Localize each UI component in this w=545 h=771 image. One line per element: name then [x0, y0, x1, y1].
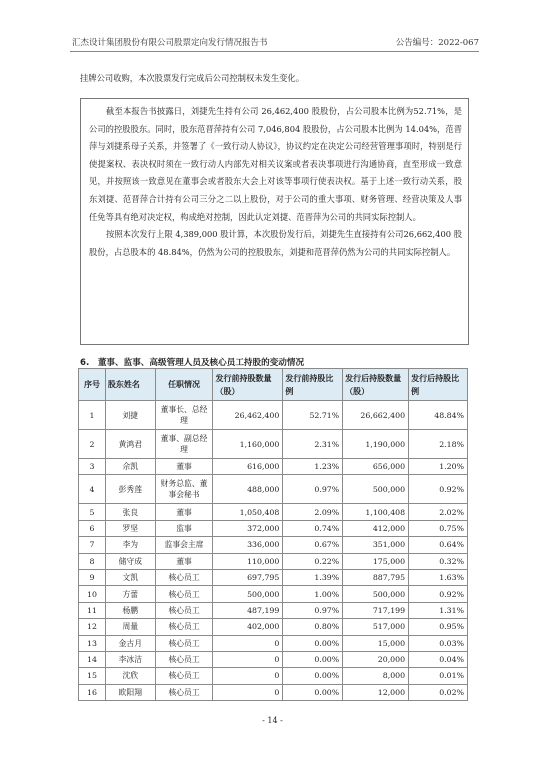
page-header — [60, 36, 485, 50]
table-cell: 517,000 — [343, 619, 409, 635]
column-header: 发行前持股数量（股） — [213, 369, 283, 401]
table-cell: 0 — [213, 635, 283, 651]
table-cell: 0.01% — [409, 668, 468, 684]
table-cell: 0.92% — [409, 586, 468, 602]
table-cell: 财务总监、董事会秘书 — [155, 475, 213, 504]
table-cell: 核心员工 — [155, 684, 213, 700]
table-cell: 罗坚 — [105, 520, 155, 536]
table-cell: 175,000 — [343, 553, 409, 569]
table-cell: 杨鹏 — [105, 602, 155, 618]
table-cell: 佘凯 — [105, 459, 155, 475]
column-header: 发行后持股数量（股） — [343, 369, 409, 401]
section-title: 6. 董事、监事、高级管理人员及核心员工持股的变动情况 — [80, 358, 305, 368]
table-cell: 李为 — [105, 537, 155, 553]
table-row — [79, 504, 468, 520]
table-cell: 487,199 — [213, 602, 283, 618]
table-cell: 0.22% — [283, 553, 343, 569]
table-cell: 110,000 — [213, 553, 283, 569]
table-cell: 616,000 — [213, 459, 283, 475]
table-cell: 1,160,000 — [213, 430, 283, 459]
table-header-row — [79, 369, 468, 401]
header-divider — [70, 51, 479, 52]
table-cell: 412,000 — [343, 520, 409, 536]
table-cell: 储守成 — [105, 553, 155, 569]
table-row — [79, 668, 468, 684]
table-cell: 沈欣 — [105, 668, 155, 684]
table-cell: 15,000 — [343, 635, 409, 651]
table-row — [79, 569, 468, 585]
table-cell: 李冰洁 — [105, 651, 155, 667]
table-cell: 1.39% — [283, 569, 343, 585]
table-cell: 文凯 — [105, 569, 155, 585]
table-cell: 2.02% — [409, 504, 468, 520]
table-cell: 0 — [213, 668, 283, 684]
table-cell: 351,000 — [343, 537, 409, 553]
table-cell: 8,000 — [343, 668, 409, 684]
table-cell: 488,000 — [213, 475, 283, 504]
table-cell: 1,190,000 — [343, 430, 409, 459]
table-cell: 717,199 — [343, 602, 409, 618]
table-cell: 核心员工 — [155, 586, 213, 602]
table-cell: 887,795 — [343, 569, 409, 585]
table-cell: 656,000 — [343, 459, 409, 475]
table-cell: 0.02% — [409, 684, 468, 700]
table-cell: 欧阳翔 — [105, 684, 155, 700]
table-row — [79, 619, 468, 635]
column-header: 发行后持股比例 — [409, 369, 468, 401]
table-cell: 刘捷 — [105, 401, 155, 430]
table-row — [79, 430, 468, 459]
header-title: 汇杰设计集团股份有限公司股票定向发行情况报告书 — [72, 38, 268, 48]
table-cell: 张良 — [105, 504, 155, 520]
table-cell: 核心员工 — [155, 619, 213, 635]
table-cell: 1.63% — [409, 569, 468, 585]
table-cell: 500,000 — [343, 475, 409, 504]
table-cell: 11 — [79, 602, 106, 618]
table-cell: 0.04% — [409, 651, 468, 667]
page-number: - 14 - — [262, 716, 283, 725]
table-cell: 10 — [79, 586, 106, 602]
table-cell: 0.00% — [283, 684, 343, 700]
header-announcement-number: 公告编号：2022-067 — [395, 38, 479, 48]
table-cell: 0.00% — [283, 635, 343, 651]
table-cell: 董事 — [155, 553, 213, 569]
control-statement-box — [80, 98, 469, 345]
table-cell: 6 — [79, 520, 106, 536]
table-cell: 黄鸿君 — [105, 430, 155, 459]
intro-line: 挂牌公司收购，本次股票发行完成后公司控制权未发生变化。 — [80, 73, 305, 83]
table-cell: 4 — [79, 475, 106, 504]
table-cell: 3 — [79, 459, 106, 475]
table-cell: 0.95% — [409, 619, 468, 635]
shareholding-table — [78, 368, 468, 701]
table-cell: 核心员工 — [155, 602, 213, 618]
table-cell: 26,462,400 — [213, 401, 283, 430]
table-cell: 7 — [79, 537, 106, 553]
table-cell: 2.31% — [283, 430, 343, 459]
table-row — [79, 635, 468, 651]
table-cell: 核心员工 — [155, 635, 213, 651]
table-cell: 0.00% — [283, 651, 343, 667]
table-cell: 2.18% — [409, 430, 468, 459]
table-cell: 0.97% — [283, 475, 343, 504]
table-cell: 0.74% — [283, 520, 343, 536]
table-cell: 1 — [79, 401, 106, 430]
table-row — [79, 401, 468, 430]
table-cell: 董事 — [155, 504, 213, 520]
table-cell: 董事长、总经理 — [155, 401, 213, 430]
table-cell: 2 — [79, 430, 106, 459]
table-cell: 1.31% — [409, 602, 468, 618]
table-cell: 方蕾 — [105, 586, 155, 602]
table-cell: 16 — [79, 684, 106, 700]
column-header: 序号 — [79, 369, 106, 401]
column-header: 发行前持股比例 — [283, 369, 343, 401]
control-paragraph-1: 截至本报告书披露日，刘捷先生持有公司 26,462,400 股股份，占公司股本比例为52.71%，是公司的控股股东。同时，股东范晋萍持有公司 7,046,804 股股份，占公司股本比例为 14.04%，范晋萍与刘捷系母子关系，并签署了《一致行动人协议》，协议约定在决定公司经营管理事项时，特别是行使提案权、表决权时须在一致行动人内部先对相关议案或者表决事项进行沟通协商，直至形成一致意见，并按照该一致意见在董事会或者股东大会上对该等事项行使表决权。基于上述一致行动关系，股东刘捷、范晋萍合计持有公司三分之二以上股份，对于公司的重大事项、财务管理、经营决策及人事任免等具有绝对决定权，构成绝对控制，因此认定刘捷、范晋萍为公司的共同实际控制人。 — [89, 106, 462, 222]
table-cell: 697,795 — [213, 569, 283, 585]
table-cell: 13 — [79, 635, 106, 651]
table-cell: 监事 — [155, 520, 213, 536]
table-cell: 0.64% — [409, 537, 468, 553]
table-row — [79, 520, 468, 536]
table-row — [79, 586, 468, 602]
column-header: 任职情况 — [155, 369, 213, 401]
table-cell: 20,000 — [343, 651, 409, 667]
table-cell: 15 — [79, 668, 106, 684]
table-cell: 336,000 — [213, 537, 283, 553]
table-cell: 0.97% — [283, 602, 343, 618]
table-cell: 0.75% — [409, 520, 468, 536]
table-cell: 26,662,400 — [343, 401, 409, 430]
table-cell: 8 — [79, 553, 106, 569]
table-cell: 1.20% — [409, 459, 468, 475]
table-cell: 2.09% — [283, 504, 343, 520]
table-cell: 0.00% — [283, 668, 343, 684]
table-cell: 核心员工 — [155, 569, 213, 585]
table-cell: 董事、副总经理 — [155, 430, 213, 459]
table-cell: 0.92% — [409, 475, 468, 504]
table-cell: 核心员工 — [155, 668, 213, 684]
table-cell: 0.80% — [283, 619, 343, 635]
table-cell: 500,000 — [213, 586, 283, 602]
table-row — [79, 684, 468, 700]
table-cell: 500,000 — [343, 586, 409, 602]
table-cell: 0.67% — [283, 537, 343, 553]
table-cell: 0 — [213, 651, 283, 667]
table-cell: 402,000 — [213, 619, 283, 635]
table-body — [79, 401, 468, 701]
table-cell: 监事会主席 — [155, 537, 213, 553]
table-row — [79, 475, 468, 504]
table-cell: 1.23% — [283, 459, 343, 475]
table-cell: 1,050,408 — [213, 504, 283, 520]
table-cell: 48.84% — [409, 401, 468, 430]
table-cell: 1,100,408 — [343, 504, 409, 520]
table-row — [79, 537, 468, 553]
table-row — [79, 651, 468, 667]
column-header: 股东姓名 — [105, 369, 155, 401]
table-cell: 5 — [79, 504, 106, 520]
table-cell: 12 — [79, 619, 106, 635]
table-cell: 0 — [213, 684, 283, 700]
table-cell: 52.71% — [283, 401, 343, 430]
table-cell: 14 — [79, 651, 106, 667]
table-cell: 彭秀莲 — [105, 475, 155, 504]
table-cell: 1.00% — [283, 586, 343, 602]
table-cell: 金古月 — [105, 635, 155, 651]
table-cell: 9 — [79, 569, 106, 585]
table-cell: 372,000 — [213, 520, 283, 536]
table-cell: 核心员工 — [155, 651, 213, 667]
table-row — [79, 602, 468, 618]
control-paragraph-2: 按照本次发行上限 4,389,000 股计算，本次股份发行后，刘捷先生直接持有公司26,662,400 股股份，占总股本的 48.84%，仍然为公司的控股股东，刘捷和范晋萍仍然为公司的共同实际控制人。 — [89, 229, 462, 257]
table-row — [79, 459, 468, 475]
table-cell: 周量 — [105, 619, 155, 635]
table-cell: 12,000 — [343, 684, 409, 700]
table-cell: 0.32% — [409, 553, 468, 569]
table-cell: 0.03% — [409, 635, 468, 651]
table-cell: 董事 — [155, 459, 213, 475]
table-row — [79, 553, 468, 569]
